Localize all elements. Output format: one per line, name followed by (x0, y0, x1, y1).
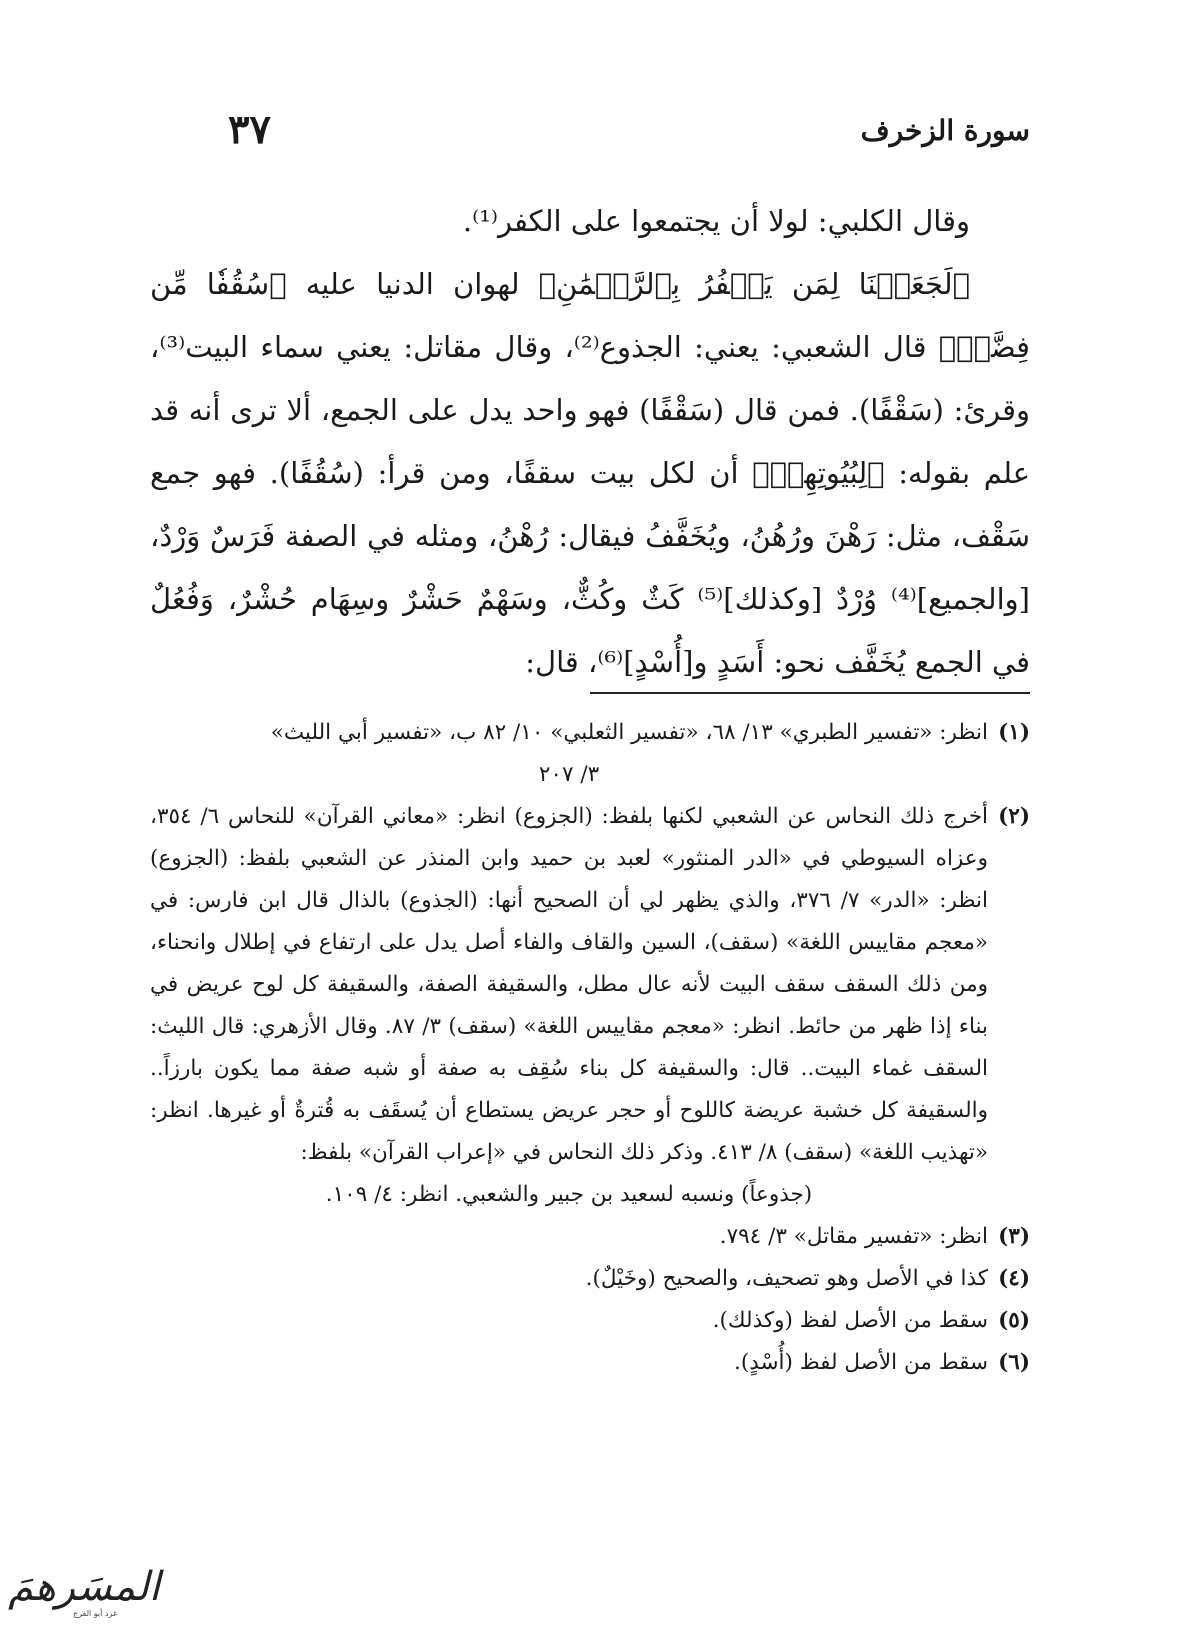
main-paragraph-2: ﴿لَجَعَلۡنَا لِمَن يَكۡفُرُ بِٱلرَّحۡمَٰنِ﴾ لهوان الدنيا عليه ﴿سُقُفٗا مِّن فِضَّةٖ﴾ قال الشعبي: يعني: الجذوع⁽²⁾، وقال مقاتل: يعني سماء البيت⁽³⁾، وقرئ: (سَقْفًا). فمن قال (سَقْفًا) فهو واحد يدل على الجمع، ألا ترى أنه قد علم بقوله: ﴿لِبُيُوتِهِمۡ﴾ أن لكل بيت سقفًا، ومن قرأ: (سُقُفًا). فهو جمع سَقْف، مثل: رَهْنَ ورُهُنُ، ويُخَفَّفُ فيقال: رُهْنُ، ومثله في الصفة فَرَسٌ وَرْدٌ، [والجميع]⁽⁴⁾ وُرْدٌ [وكذلك]⁽⁵⁾ كَثٌ وكُثٌّ، وسَهْمٌ حَشْرٌ وسِهَام حُشْرٌ، وَفُعُلٌ في الجمع يُخَفَّف نحو: أَسَدٍ و[أُسْدٍ]⁽⁶⁾، قال: (150, 267, 1030, 679)
footnote-6 (150, 1342, 1030, 1384)
publisher-subtitle: غرد أبو الفرج (72, 1609, 118, 1618)
footnote-text (150, 796, 988, 1216)
footnote-4 (150, 1258, 1030, 1300)
main-paragraph-1: وقال الكلبي: لولا أن يجتمعوا على الكفر⁽¹⁾. (462, 204, 970, 238)
footnote-line: سقط من الأصل لفظ (أُسْدٍ). (733, 1350, 988, 1375)
footnote-1 (150, 712, 1030, 796)
footnote-number: (٤) (998, 1266, 1030, 1291)
footnote-divider (590, 692, 1030, 694)
footnote-text (150, 1216, 988, 1258)
footnote-line: انظر: «تفسير الطبري» ١٣/ ٦٨، «تفسير الثعلبي» ١٠/ ٨٢ ب، «تفسير أبي الليث» (270, 720, 988, 745)
footnote-number: (٦) (998, 1350, 1030, 1375)
footnote-text (150, 1258, 988, 1300)
footnote-2 (150, 796, 1030, 1216)
footnote-line: كذا في الأصل وهو تصحيف، والصحيح (وخَيْلٌ). (585, 1266, 988, 1291)
footnote-line: ٣/ ٢٠٧ (538, 762, 600, 787)
footnote-number: (٣) (998, 1224, 1030, 1249)
footnote-number: (٥) (998, 1308, 1030, 1333)
page-header (150, 106, 1030, 156)
footnote-line: (جذوعاً) ونسبه لسعيد بن جبير والشعبي. انظر: ٤/ ١٠٩. (325, 1182, 813, 1207)
footnote-line: انظر: «تفسير مقاتل» ٣/ ٧٩٤. (719, 1224, 988, 1249)
footnote-text (150, 1300, 988, 1342)
footnote-line: أخرج ذلك النحاس عن الشعبي لكنها بلفظ: (الجزوع) انظر: «معاني القرآن» للنحاس ٦/ ٣٥٤، وعزاه السيوطي في «الدر المنثور» لعبد بن حميد وابن المنذر عن الشعبي بلفظ: (الجزوع) انظر: «الدر» ٧/ ٣٧٦، والذي يظهر لي أن الصحيح أنها: (الجذوع) بالذال قال ابن فارس: في «معجم مقاييس اللغة» (سقف)، السين والقاف والفاء أصل يدل على ارتفاع في إطلال وانحناء، ومن ذلك السقف سقف البيت لأنه عال مطل، والسقيفة الصفة، والسقيفة كل لوح عريض في بناء إذا ظهر من حائط. انظر: «معجم مقاييس اللغة» (سقف) ٣/ ٨٧. وقال الأزهري: قال الليث: السقف غماء البيت.. قال: والسقيفة كل بناء سُقِف به صفة أو شبه صفة مما يكون بارزاً.. والسقيفة كل خشبة عريضة كاللوح أو حجر عريض يستطاع أن يُسقَف به قُترةٌ أو غيرها. انظر: «تهذيب اللغة» (سقف) ٨/ ٤١٣. وذكر ذلك النحاس في «إعراب القرآن» بلفظ: (150, 804, 989, 1165)
surah-title: سورة الزخرف (860, 114, 1030, 147)
footnote-text (150, 712, 988, 796)
page-number: ٣٧ (228, 106, 271, 153)
footnote-5 (150, 1300, 1030, 1342)
publisher-name: المسَرهمَ (8, 1564, 160, 1610)
footnote-line: سقط من الأصل لفظ (وكذلك). (712, 1308, 988, 1333)
footnote-text (150, 1342, 988, 1384)
footnote-3 (150, 1216, 1030, 1258)
footnote-number: (٢) (998, 804, 1030, 829)
footnotes (150, 712, 1030, 1384)
main-text (150, 190, 1030, 694)
footnote-number: (١) (998, 720, 1030, 745)
publisher-logo (8, 1564, 160, 1625)
